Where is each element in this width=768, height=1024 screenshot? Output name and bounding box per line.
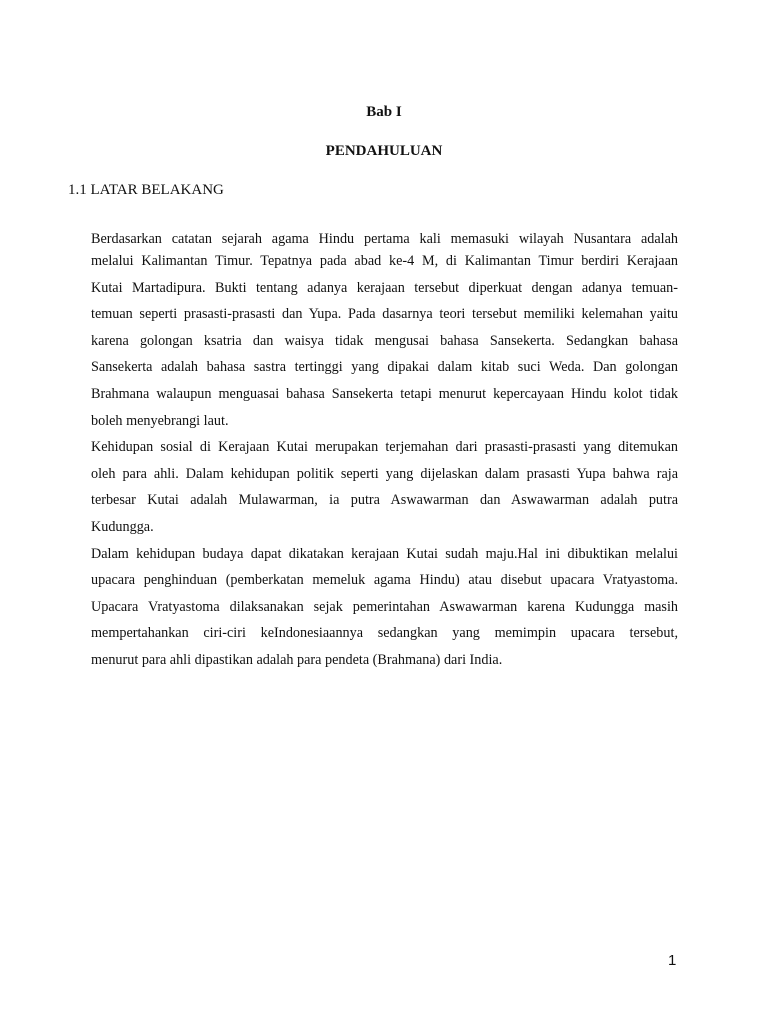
page-number: 1 — [668, 952, 677, 969]
paragraph-line: Sansekerta adalah bahasa sastra tertinggi yang dipakai dalam kitab suci Weda. Dan golongan — [91, 359, 678, 376]
paragraph-line: Dalam kehidupan budaya dapat dikatakan kerajaan Kutai sudah maju.Hal ini dibuktikan melalui — [91, 545, 678, 562]
paragraph-line: boleh menyebrangi laut. — [91, 412, 229, 429]
chapter-title: PENDAHULUAN — [325, 143, 443, 159]
paragraph-line: oleh para ahli. Dalam kehidupan politik seperti yang dijelaskan dalam prasasti Yupa bahwa raja — [91, 465, 678, 482]
paragraph-line: temuan seperti prasasti-prasasti dan Yupa. Pada dasarnya teori tersebut memiliki kelemahan yaitu — [91, 306, 678, 323]
body-text — [91, 230, 678, 674]
paragraph-line: Upacara Vratyastoma dilaksanakan sejak pemerintahan Aswawarman karena Kudungga masih — [91, 598, 678, 615]
paragraph-line: Kutai Martadipura. Bukti tentang adanya kerajaan tersebut diperkuat dengan adanya temuan- — [91, 279, 678, 296]
paragraph-2 — [91, 434, 678, 540]
paragraph-line: melalui Kalimantan Timur. Tepatnya pada abad ke-4 M, di Kalimantan Timur berdiri Kerajaan — [91, 253, 678, 269]
paragraph-line: Kudungga. — [91, 518, 154, 535]
paragraph-line: Berdasarkan catatan sejarah agama Hindu pertama kali memasuki wilayah Nusantara adalah — [91, 231, 678, 247]
paragraph-line: upacara penghinduan (pemberkatan memeluk agama Hindu) atau disebut upacara Vratyastoma. — [91, 572, 678, 589]
paragraph-3 — [91, 541, 678, 674]
section-heading: 1.1 LATAR BELAKANG — [68, 182, 224, 198]
paragraph-line: menurut para ahli dipastikan adalah para pendeta (Brahmana) dari India. — [91, 651, 503, 668]
paragraph-line: terbesar Kutai adalah Mulawarman, ia putra Aswawarman dan Aswawarman adalah putra — [91, 492, 678, 509]
chapter-label: Bab I — [366, 104, 402, 120]
paragraph-line: Brahmana walaupun menguasai bahasa Sansekerta tetapi menurut kepercayaan Hindu kolot tidak — [91, 385, 678, 402]
paragraph-1 — [91, 230, 678, 434]
paragraph-line: mempertahankan ciri-ciri keIndonesiaannya sedangkan yang memimpin upacara tersebut, — [91, 625, 678, 642]
paragraph-line: Kehidupan sosial di Kerajaan Kutai merupakan terjemahan dari prasasti-prasasti yang ditemukan — [91, 439, 678, 456]
paragraph-line: karena golongan ksatria dan waisya tidak mengusai bahasa Sansekerta. Sedangkan bahasa — [91, 332, 678, 349]
